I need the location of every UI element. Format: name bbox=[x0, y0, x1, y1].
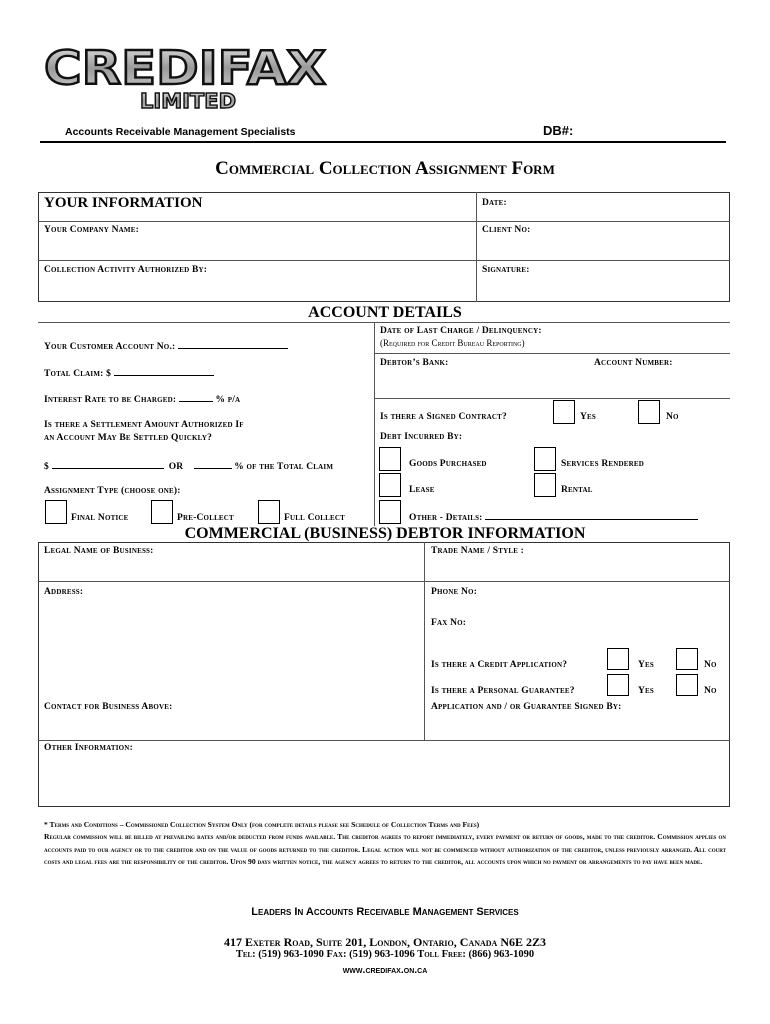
debtors-bank-field[interactable]: Debtor’s Bank: bbox=[380, 358, 449, 368]
client-no-field[interactable]: Client No: bbox=[482, 225, 531, 235]
personal-guarantee-question: Is there a Personal Guarantee? bbox=[431, 686, 575, 696]
full-collect-checkbox[interactable] bbox=[258, 500, 280, 524]
footer-website[interactable]: www.credifax.on.ca bbox=[342, 964, 428, 976]
guarantee-yes-label: Yes bbox=[638, 686, 655, 696]
contract-yes-checkbox[interactable] bbox=[553, 400, 575, 424]
goods-purchased-checkbox[interactable] bbox=[379, 447, 401, 471]
guarantee-no-label: No bbox=[704, 686, 717, 696]
lease-checkbox[interactable] bbox=[379, 473, 401, 497]
account-number-field[interactable]: Account Number: bbox=[594, 358, 673, 368]
account-details-heading: ACCOUNT DETAILS bbox=[308, 304, 462, 321]
application-signed-by-field[interactable]: Application and / or Guarantee Signed By: bbox=[431, 702, 622, 712]
date-field[interactable]: Date: bbox=[482, 198, 507, 208]
credit-app-no-label: No bbox=[704, 660, 717, 670]
trade-name-field[interactable]: Trade Name / Style : bbox=[431, 546, 525, 556]
guarantee-no-checkbox[interactable] bbox=[676, 674, 698, 696]
db-number-label: DB#: bbox=[543, 123, 574, 138]
customer-account-no-field[interactable]: Your Customer Account No.: bbox=[44, 340, 288, 352]
header-rule bbox=[40, 141, 726, 143]
credifax-logo bbox=[40, 40, 340, 116]
services-rendered-label: Services Rendered bbox=[561, 459, 645, 469]
settlement-question: Is there a Settlement Amount Authorized If an Account May Be Settled Quickly? bbox=[44, 420, 244, 443]
logo-subtitle: LIMITED bbox=[140, 89, 236, 113]
fax-field[interactable]: Fax No: bbox=[431, 618, 467, 628]
logo-wordmark: CREDIFAX bbox=[44, 41, 326, 95]
credit-app-yes-checkbox[interactable] bbox=[607, 648, 629, 670]
credit-application-question: Is there a Credit Application? bbox=[431, 660, 568, 670]
footer-slogan: Leaders In Accounts Receivable Management Services bbox=[251, 906, 519, 918]
full-collect-label: Full Collect bbox=[284, 513, 346, 523]
final-notice-checkbox[interactable] bbox=[45, 500, 67, 524]
other-details-field[interactable]: Other - Details: bbox=[409, 511, 698, 523]
credit-bureau-note: (Required for Credit Bureau Reporting) bbox=[380, 338, 525, 348]
phone-field[interactable]: Phone No: bbox=[431, 587, 478, 597]
credit-app-yes-label: Yes bbox=[638, 660, 655, 670]
rental-checkbox[interactable] bbox=[534, 473, 556, 497]
settlement-amount-field[interactable]: $ OR % of the Total Claim bbox=[44, 462, 334, 472]
interest-rate-field[interactable]: Interest Rate to be Charged: % p/a bbox=[44, 395, 241, 405]
footer-phones: Tel: (519) 963-1090 Fax: (519) 963-1096 Toll Free: (866) 963-1090 bbox=[235, 949, 535, 960]
terms-body: Regular commission will be billed at prevailing rates and/or deducted from funds available. The creditor agrees to report immediately, every payment or return of goods, made to the creditor. Commission applies on accounts paid to our agency or to the creditor and on the value of goods returned to the creditor. Legal action will not be commenced without authorization of the creditor, unless previously arranged. All court costs and legal fees are the responsibility of the creditor. Upon 90 days written notice, the agency agrees to return to the creditor, all accounts upon which no payment or arrangements to pay have been made. bbox=[44, 832, 726, 866]
legal-name-field[interactable]: Legal Name of Business: bbox=[44, 546, 154, 556]
terms-and-conditions bbox=[44, 819, 726, 868]
other-information-field[interactable]: Other Information: bbox=[44, 743, 133, 753]
your-info-heading: YOUR INFORMATION bbox=[44, 195, 203, 211]
contract-no-checkbox[interactable] bbox=[638, 400, 660, 424]
address-field[interactable]: Address: bbox=[44, 587, 84, 597]
guarantee-yes-checkbox[interactable] bbox=[607, 674, 629, 696]
lease-label: Lease bbox=[409, 485, 435, 495]
footer-address: 417 Exeter Road, Suite 201, London, Ontario, Canada N6E 2Z3 bbox=[224, 935, 546, 949]
final-notice-label: Final Notice bbox=[71, 513, 129, 523]
total-claim-field[interactable]: Total Claim: $ bbox=[44, 367, 214, 379]
other-checkbox[interactable] bbox=[379, 500, 401, 524]
contract-no-label: No bbox=[666, 412, 679, 422]
pre-collect-checkbox[interactable] bbox=[151, 500, 173, 524]
debtor-info-heading: COMMERCIAL (BUSINESS) DEBTOR INFORMATION bbox=[184, 525, 586, 542]
debt-incurred-label: Debt Incurred By: bbox=[380, 432, 463, 442]
signed-contract-question: Is there a Signed Contract? bbox=[380, 412, 507, 422]
company-name-field[interactable]: Your Company Name: bbox=[44, 225, 139, 235]
credit-app-no-checkbox[interactable] bbox=[676, 648, 698, 670]
authorized-by-field[interactable]: Collection Activity Authorized By: bbox=[44, 265, 208, 275]
last-charge-date-field[interactable]: Date of Last Charge / Delinquency: bbox=[380, 326, 542, 336]
tagline: Accounts Receivable Management Specialists bbox=[65, 126, 296, 138]
rental-label: Rental bbox=[561, 485, 593, 495]
pre-collect-label: Pre-Collect bbox=[177, 513, 234, 523]
goods-purchased-label: Goods Purchased bbox=[409, 459, 487, 469]
contract-yes-label: Yes bbox=[580, 412, 597, 422]
signature-field[interactable]: Signature: bbox=[482, 265, 530, 275]
services-rendered-checkbox[interactable] bbox=[534, 447, 556, 471]
form-title: Commercial Collection Assignment Form bbox=[215, 158, 555, 179]
assignment-type-label: Assignment Type (choose one): bbox=[44, 486, 181, 496]
terms-heading: * Terms and Conditions – Commissioned Collection System Only (for complete details please see Schedule of Collection Terms and Fees) bbox=[44, 820, 480, 829]
contact-field[interactable]: Contact for Business Above: bbox=[44, 702, 173, 712]
